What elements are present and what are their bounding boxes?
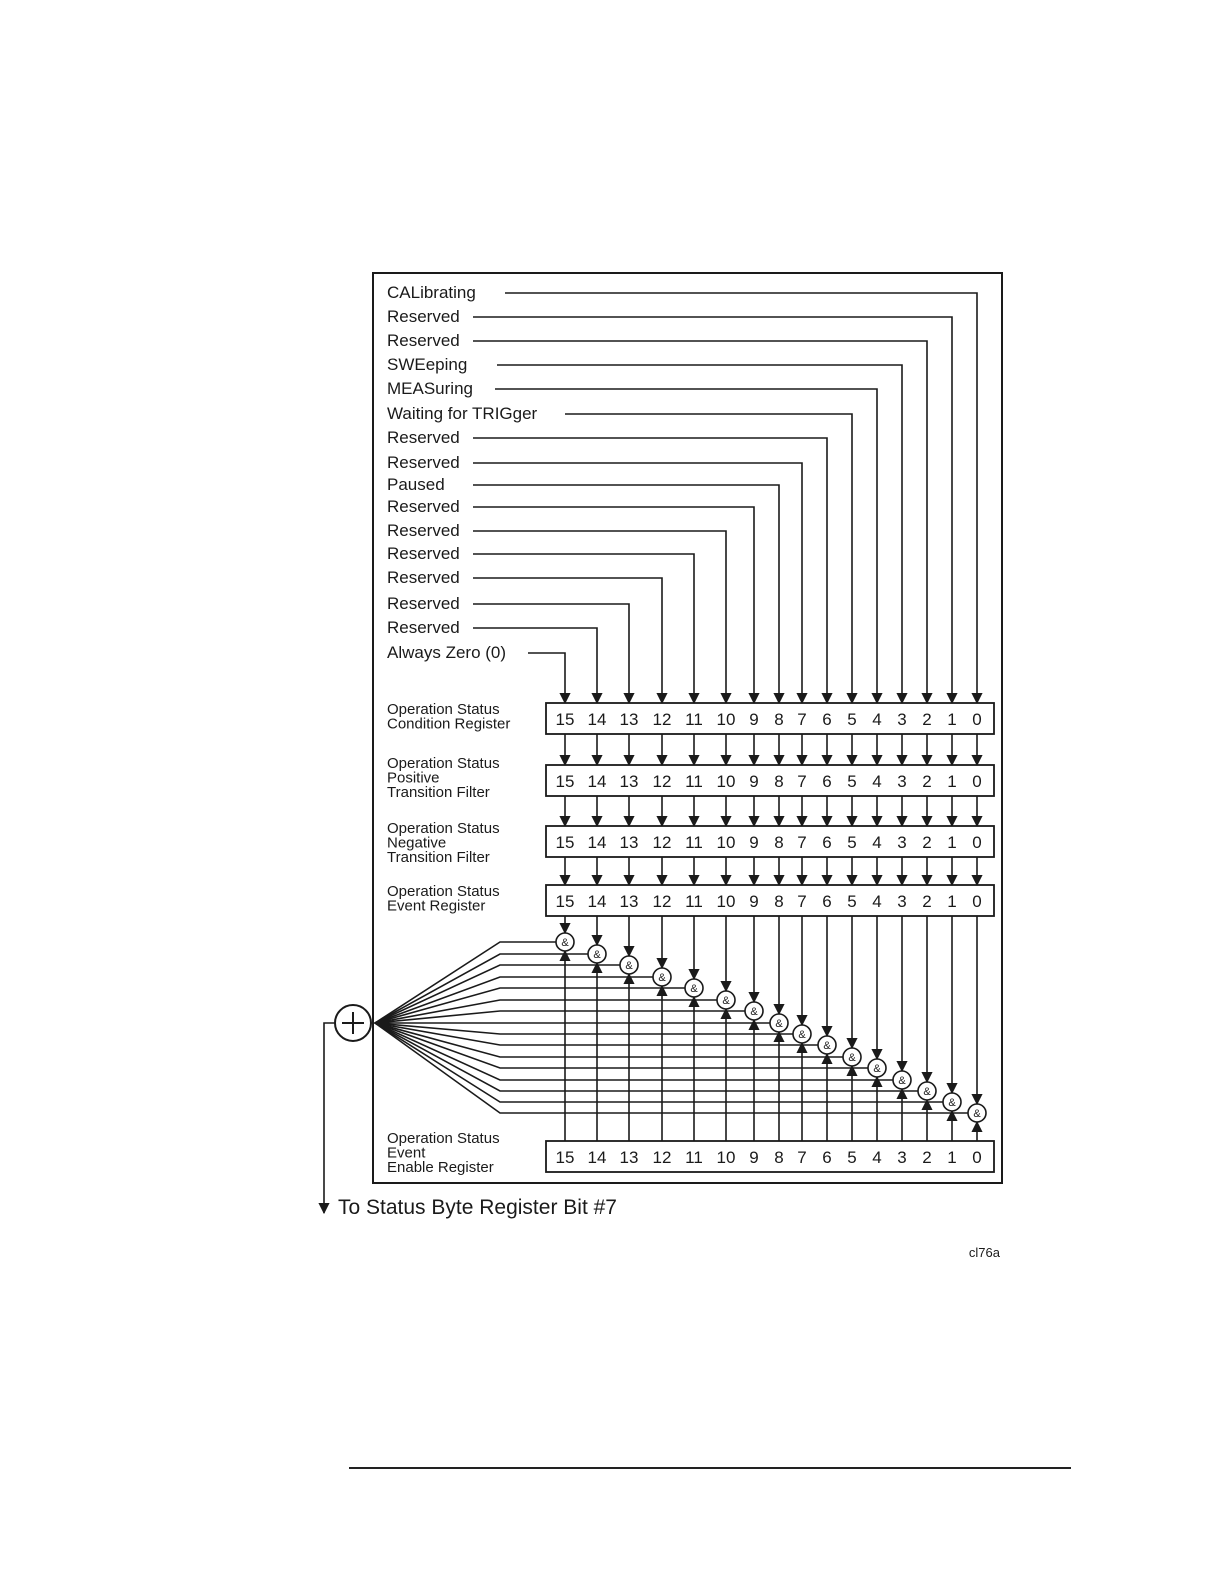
register-negative-filter-bit: 0 — [972, 833, 982, 852]
and-gate-symbol: & — [658, 972, 666, 984]
condition-wire-bit-12 — [473, 578, 662, 703]
register-positive-filter-bit: 9 — [749, 772, 759, 791]
register-event-bit: 1 — [947, 892, 957, 911]
register-negative-filter-bit: 4 — [872, 833, 882, 852]
condition-wire-bit-0 — [505, 293, 977, 703]
and-gate-symbol: & — [923, 1086, 931, 1098]
condition-wire-bit-14 — [473, 628, 597, 703]
condition-wire-bit-5 — [565, 414, 852, 703]
register-event-bit: 6 — [822, 892, 832, 911]
register-enable-bit: 13 — [619, 1148, 639, 1167]
condition-wire-bit-10 — [473, 531, 726, 703]
condition-label: Reserved — [387, 307, 460, 326]
register-negative-filter-bit: 15 — [555, 833, 575, 852]
condition-label: MEASuring — [387, 379, 473, 398]
condition-label: SWEeping — [387, 355, 468, 374]
register-enable-bit: 10 — [716, 1148, 736, 1167]
register-event-bit: 8 — [774, 892, 784, 911]
register-event-bit: 4 — [872, 892, 882, 911]
and-gate-symbol: & — [722, 995, 730, 1007]
register-enable-bit: 4 — [872, 1148, 882, 1167]
register-negative-filter-bit: 11 — [685, 833, 703, 852]
register-event-label: Operation Status — [387, 883, 500, 900]
register-enable-bit: 2 — [922, 1148, 932, 1167]
register-positive-filter-bit: 15 — [555, 772, 575, 791]
register-negative-filter-label: Negative — [387, 834, 447, 852]
register-positive-filter-bit: 14 — [587, 772, 607, 791]
register-negative-filter-bit: 13 — [619, 833, 639, 852]
register-event-bit: 15 — [555, 892, 575, 911]
register-condition-bit: 0 — [972, 710, 982, 729]
condition-wire-bit-8 — [473, 485, 779, 703]
condition-wire-bit-9 — [473, 507, 754, 703]
and-gate-symbol: & — [898, 1075, 906, 1087]
register-enable-label: Operation Status — [387, 1130, 500, 1147]
register-event-bit: 7 — [797, 892, 807, 911]
register-condition-bit: 11 — [685, 710, 703, 729]
register-negative-filter-bit: 14 — [587, 833, 607, 852]
condition-wire-bit-2 — [473, 341, 927, 703]
register-enable-bit: 7 — [797, 1148, 807, 1167]
register-event-bit: 12 — [652, 892, 672, 911]
register-positive-filter-bit: 7 — [797, 772, 807, 791]
register-enable-bit: 3 — [897, 1148, 907, 1167]
register-condition-bit: 10 — [716, 710, 736, 729]
condition-wire-bit-15 — [528, 653, 565, 703]
condition-wire-bit-6 — [473, 438, 827, 703]
register-event-bit: 5 — [847, 892, 857, 911]
condition-label: Reserved — [387, 428, 460, 447]
condition-label: Reserved — [387, 521, 460, 540]
register-event-bit: 14 — [587, 892, 607, 911]
figure-code: cl76a — [968, 1245, 1000, 1260]
register-condition-bit: 4 — [872, 710, 882, 729]
register-positive-filter-bit: 8 — [774, 772, 784, 791]
condition-wire-bit-4 — [495, 389, 877, 703]
register-event-bit: 10 — [716, 892, 736, 911]
register-positive-filter-bit: 12 — [652, 772, 672, 791]
condition-label: Paused — [387, 475, 445, 494]
register-negative-filter-bit: 5 — [847, 833, 857, 852]
register-condition-bit: 15 — [555, 710, 575, 729]
register-condition-label: Operation Status — [387, 701, 500, 718]
register-condition-label: Condition Register — [387, 715, 511, 733]
register-event-bit: 0 — [972, 892, 982, 911]
register-condition-bit: 5 — [847, 710, 857, 729]
register-negative-filter-bit: 8 — [774, 833, 784, 852]
register-enable-bit: 1 — [947, 1148, 957, 1167]
register-enable-bit: 12 — [652, 1148, 672, 1167]
register-positive-filter-label: Positive — [387, 769, 440, 787]
and-gate-symbol: & — [798, 1029, 806, 1041]
register-positive-filter-bit: 0 — [972, 772, 982, 791]
register-event-bit: 2 — [922, 892, 932, 911]
register-negative-filter-bit: 1 — [947, 833, 957, 852]
condition-wire-bit-7 — [473, 463, 802, 703]
register-condition-bit: 12 — [652, 710, 672, 729]
and-gate-symbol: & — [593, 949, 601, 961]
condition-label: Reserved — [387, 594, 460, 613]
register-negative-filter-bit: 3 — [897, 833, 907, 852]
register-positive-filter-bit: 10 — [716, 772, 736, 791]
register-condition-bit: 9 — [749, 710, 759, 729]
register-enable-bit: 0 — [972, 1148, 982, 1167]
condition-label: Always Zero (0) — [387, 643, 507, 662]
register-condition-bit: 3 — [897, 710, 907, 729]
register-negative-filter-label: Transition Filter — [387, 849, 490, 866]
condition-label: Reserved — [387, 453, 460, 472]
register-enable-bit: 9 — [749, 1148, 759, 1167]
register-negative-filter-bit: 2 — [922, 833, 932, 852]
and-gate-symbol: & — [775, 1018, 783, 1030]
register-enable-label: Event — [387, 1144, 426, 1162]
and-gate-symbol: & — [750, 1006, 758, 1018]
register-enable-bit: 8 — [774, 1148, 784, 1167]
condition-label: Reserved — [387, 497, 460, 516]
register-condition-bit: 2 — [922, 710, 932, 729]
register-negative-filter-bit: 7 — [797, 833, 807, 852]
register-negative-filter-bit: 10 — [716, 833, 736, 852]
page-bottom-rule — [349, 1467, 1071, 1469]
output-wire — [324, 1023, 335, 1213]
register-positive-filter-bit: 1 — [947, 772, 957, 791]
register-enable-bit: 14 — [587, 1148, 607, 1167]
register-positive-filter-label: Operation Status — [387, 755, 500, 772]
and-gate-symbol: & — [873, 1063, 881, 1075]
and-gate-symbol: & — [848, 1052, 856, 1064]
condition-label: Reserved — [387, 568, 460, 587]
register-positive-filter-bit: 13 — [619, 772, 639, 791]
condition-label: CALibrating — [387, 283, 476, 302]
condition-label: Reserved — [387, 331, 460, 350]
and-output-wire — [375, 965, 620, 1023]
register-condition-bit: 6 — [822, 710, 832, 729]
output-label: To Status Byte Register Bit #7 — [338, 1196, 617, 1219]
register-enable-bit: 15 — [555, 1148, 575, 1167]
register-condition-bit: 8 — [774, 710, 784, 729]
register-positive-filter-bit: 11 — [685, 772, 703, 791]
register-condition-bit: 7 — [797, 710, 807, 729]
register-positive-filter-bit: 5 — [847, 772, 857, 791]
register-positive-filter-bit: 4 — [872, 772, 882, 791]
register-enable-bit: 6 — [822, 1148, 832, 1167]
register-negative-filter-label: Operation Status — [387, 820, 500, 837]
register-event-label: Event Register — [387, 897, 486, 915]
and-gate-symbol: & — [690, 983, 698, 995]
and-gate-symbol: & — [973, 1108, 981, 1120]
register-enable-bit: 11 — [685, 1148, 703, 1167]
register-condition-bit: 13 — [619, 710, 639, 729]
register-enable-bit: 5 — [847, 1148, 857, 1167]
register-negative-filter-bit: 6 — [822, 833, 832, 852]
or-input-arrowhead — [373, 1015, 389, 1031]
condition-wire-bit-1 — [473, 317, 952, 703]
register-event-bit: 9 — [749, 892, 759, 911]
register-positive-filter-bit: 6 — [822, 772, 832, 791]
register-enable-label: Enable Register — [387, 1159, 494, 1176]
and-gate-symbol: & — [561, 937, 569, 949]
register-positive-filter-bit: 2 — [922, 772, 932, 791]
register-event-bit: 13 — [619, 892, 639, 911]
register-positive-filter-label: Transition Filter — [387, 784, 490, 801]
register-event-bit: 3 — [897, 892, 907, 911]
and-gate-symbol: & — [948, 1097, 956, 1109]
register-event-bit: 11 — [685, 892, 703, 911]
and-output-wire — [375, 1023, 793, 1034]
register-condition-bit: 14 — [587, 710, 607, 729]
and-gate-symbol: & — [823, 1040, 831, 1052]
condition-label: Waiting for TRIGger — [387, 404, 538, 423]
register-negative-filter-bit: 12 — [652, 833, 672, 852]
condition-label: Reserved — [387, 618, 460, 637]
and-gate-symbol: & — [625, 960, 633, 972]
condition-label: Reserved — [387, 544, 460, 563]
register-positive-filter-bit: 3 — [897, 772, 907, 791]
register-condition-bit: 1 — [947, 710, 957, 729]
register-negative-filter-bit: 9 — [749, 833, 759, 852]
